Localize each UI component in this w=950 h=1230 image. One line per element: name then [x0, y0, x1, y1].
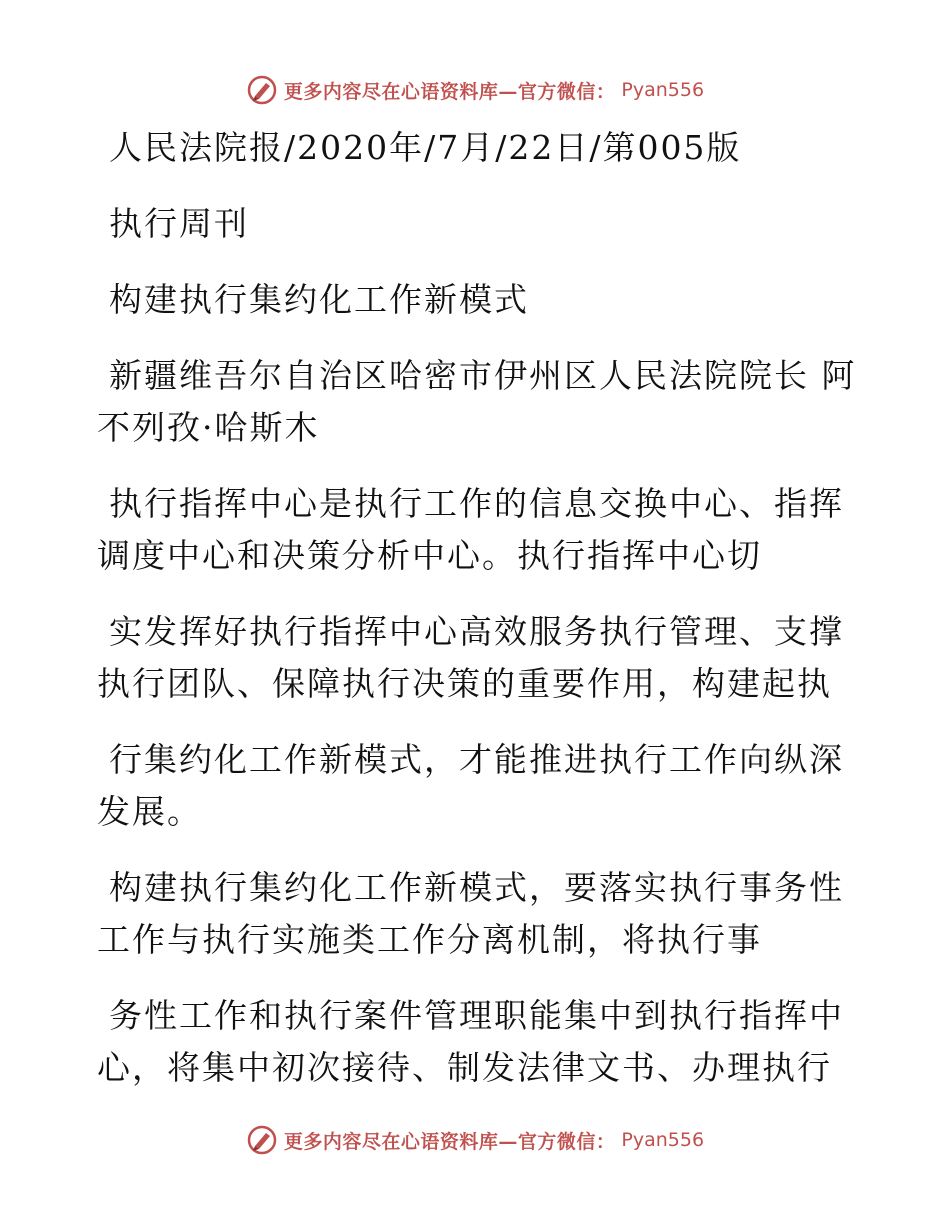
paragraph-author [97, 350, 857, 454]
line: 人民法院报/2020年/7月/22日/第005版 [109, 128, 742, 167]
article-title [97, 274, 857, 326]
line: 务性工作和执行案件管理职能集中到执行指挥中 [109, 996, 844, 1035]
line: 心，将集中初次接待、制发法律文书、办理执行 [97, 1048, 832, 1087]
paragraph-section [97, 198, 857, 250]
watermark-contact: Pyan556 [621, 79, 705, 101]
line: 调度中心和决策分析中心。执行指挥中心切 [97, 536, 762, 575]
line: 新疆维吾尔自治区哈密市伊州区人民法院院长 阿 [109, 356, 857, 395]
paragraph-body [97, 478, 857, 582]
line: 执行周刊 [109, 204, 249, 243]
line: 行集约化工作新模式，才能推进执行工作向纵深 [109, 740, 844, 779]
line: 构建执行集约化工作新模式，要落实执行事务性 [109, 868, 844, 907]
paragraph-body [97, 862, 857, 966]
line: 发展。 [97, 792, 202, 831]
line: 构建执行集约化工作新模式 [109, 280, 529, 319]
watermark-header [0, 70, 950, 110]
document-body [97, 122, 857, 1094]
pen-logo-icon [246, 1124, 278, 1156]
paragraph-body [97, 606, 857, 710]
line: 不列孜·哈斯木 [97, 408, 320, 447]
paragraph-source [97, 122, 857, 174]
watermark-contact: Pyan556 [621, 1129, 705, 1151]
watermark-footer [0, 1120, 950, 1160]
line: 执行团队、保障执行决策的重要作用，构建起执 [97, 664, 832, 703]
line: 工作与执行实施类工作分离机制，将执行事 [97, 920, 762, 959]
paragraph-body [97, 734, 857, 838]
line: 执行指挥中心是执行工作的信息交换中心、指挥 [109, 484, 844, 523]
pen-logo-icon [246, 74, 278, 106]
watermark-text: 更多内容尽在心语资料库—官方微信： [283, 1130, 616, 1153]
paragraph-body [97, 990, 857, 1094]
line: 实发挥好执行指挥中心高效服务执行管理、支撑 [109, 612, 844, 651]
watermark-text: 更多内容尽在心语资料库—官方微信： [283, 80, 616, 103]
